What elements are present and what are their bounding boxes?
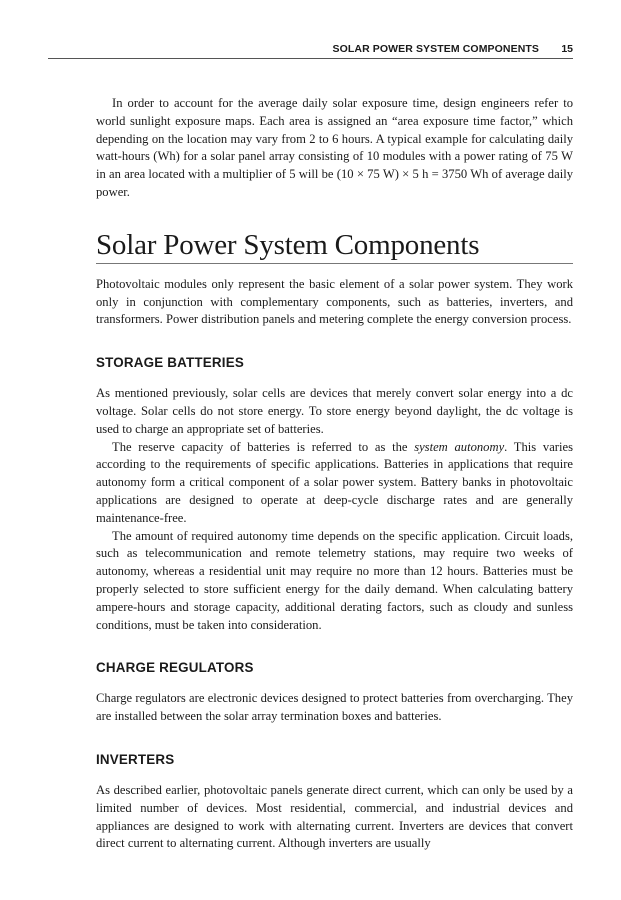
section-title: Solar Power System Components (96, 229, 573, 264)
inverters-paragraph: As described earlier, photovoltaic panels generate direct current, which can only be used by a limited number of devices. Most residential, commercial, and industrial devices and appliances are designed to work with alternating current. Inverters are devices that convert direct current to alternating current. Although inverters are usually (96, 782, 573, 851)
storage-batteries-heading: STORAGE BATTERIES (96, 355, 244, 371)
section-intro-paragraph: Photovoltaic modules only represent the basic element of a solar power system. They work only in conjunction with complementary components, such as batteries, inverters, and transformers. Power distribution panels and metering complete the energy conversion process. (96, 276, 573, 327)
autonomy-text-pre: The reserve capacity of batteries is referred to as the (112, 439, 415, 454)
running-title: SOLAR POWER SYSTEM COMPONENTS (332, 43, 539, 55)
page-body (96, 95, 573, 853)
system-autonomy-term: system autonomy (414, 439, 505, 454)
storage-batteries-paragraph-2 (96, 439, 573, 528)
autonomy-text-post: . This varies according to the requirements of specific applications. Batteries in applications that require autonomy form a critical component of a solar power system. Battery banks in photovoltaic applications are designed to operate at deep-cycle discharge rates and are generally maintenance-free. (96, 439, 573, 525)
running-header (48, 38, 573, 59)
page-number: 15 (561, 43, 573, 55)
storage-batteries-paragraph-1: As mentioned previously, solar cells are devices that merely convert solar energy into a dc voltage. Solar cells do not store energy. To store energy beyond daylight, the dc voltage is used to charge an appropriate set of batteries. (96, 386, 573, 436)
charge-regulators-paragraph: Charge regulators are electronic devices designed to protect batteries from overcharging. They are installed between the solar array termination boxes and batteries. (96, 691, 573, 724)
charge-regulators-heading: CHARGE REGULATORS (96, 660, 254, 676)
storage-batteries-paragraph-3: The amount of required autonomy time depends on the specific application. Circuit loads, such as telecommunication and remote telemetry stations, may require two weeks of autonomy, whereas a residential unit may require no more than 12 hours. Batteries must be properly selected to store sufficient energy for the daily demand. When calculating battery ampere-hours and storage capacity, additional derating factors, such as cloudy and sunless conditions, must be taken into consideration. (96, 528, 573, 632)
inverters-heading: INVERTERS (96, 751, 175, 767)
intro-paragraph: In order to account for the average daily solar exposure time, design engineers refer to world sunlight exposure maps. Each area is assigned an “area exposure time factor,” which depending on the location may vary from 2 to 6 hours. A typical example for calculating daily watt-hours (Wh) for a solar panel array consisting of 10 modules with a power rating of 75 W in an area located with a multiplier of 5 will be (10 × 75 W) × 5 h = 3750 Wh of average daily power. (96, 96, 573, 199)
